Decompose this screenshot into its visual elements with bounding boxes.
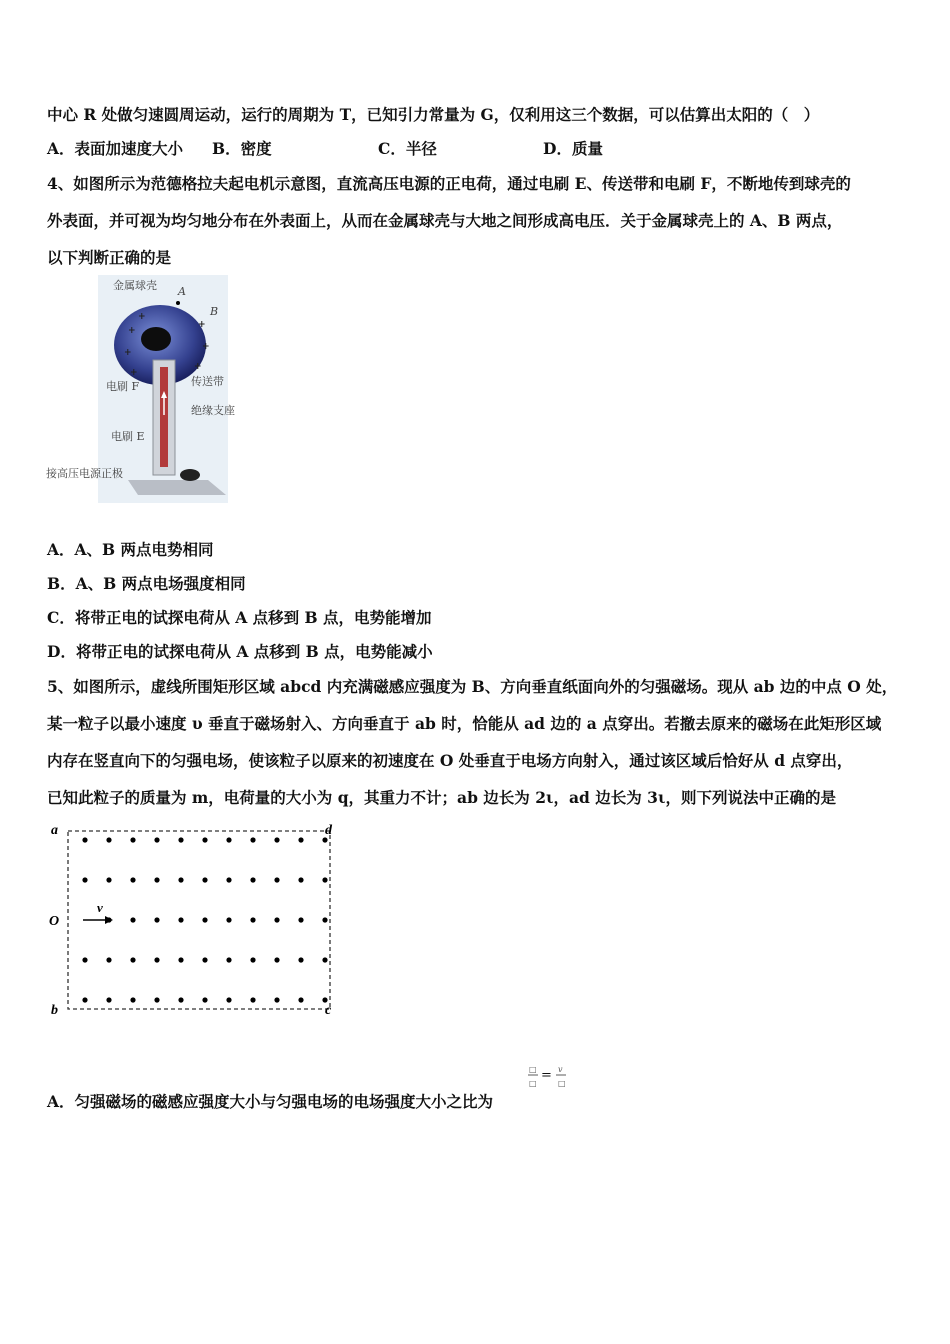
field-dot bbox=[274, 997, 279, 1002]
velocity-label: v bbox=[97, 900, 103, 915]
corner-b-label: b bbox=[51, 1003, 58, 1018]
svg-text:+: + bbox=[202, 342, 210, 352]
field-dot bbox=[106, 837, 111, 842]
corner-a-label: a bbox=[51, 823, 58, 838]
q3-option-d: D．质量 bbox=[543, 139, 603, 158]
origin-o-label: O bbox=[49, 914, 60, 929]
field-dot bbox=[274, 917, 279, 922]
van-de-graaff-figure bbox=[46, 275, 235, 503]
q3-option-c: C．半径 bbox=[378, 139, 437, 158]
q5-option-a: A．匀强磁场的磁感应强度大小与匀强电场的电场强度大小之比为 bbox=[47, 1092, 494, 1111]
field-dot bbox=[178, 997, 183, 1002]
field-dot bbox=[322, 957, 327, 962]
field-dot bbox=[274, 957, 279, 962]
frac-lhs-denominator: □ bbox=[529, 1079, 537, 1088]
field-dot bbox=[130, 837, 135, 842]
field-dot bbox=[130, 877, 135, 882]
field-dot bbox=[82, 837, 87, 842]
velocity-arrowhead bbox=[105, 916, 113, 924]
label-insulating-support: 绝缘支座 bbox=[191, 404, 235, 417]
field-dot bbox=[106, 877, 111, 882]
svg-text:+: + bbox=[138, 312, 146, 322]
field-dot bbox=[202, 957, 207, 962]
label-metal-shell: 金属球壳 bbox=[113, 279, 157, 292]
field-dot bbox=[130, 997, 135, 1002]
field-dot bbox=[82, 997, 87, 1002]
field-dot bbox=[154, 837, 159, 842]
q4-option-d: D．将带正电的试探电荷从 A 点移到 B 点，电势能减小 bbox=[47, 642, 433, 661]
q4-stem-line-2: 外表面，并可视为均匀地分布在外表面上，从而在金属球壳与大地之间形成高电压．关于金属球壳上的 A、B 两点， bbox=[47, 211, 843, 230]
field-dot bbox=[322, 837, 327, 842]
frac-lhs-numerator: □ bbox=[529, 1065, 537, 1074]
field-dot bbox=[274, 877, 279, 882]
q3-option-b: B．密度 bbox=[212, 139, 272, 158]
field-dot bbox=[322, 877, 327, 882]
field-dot bbox=[178, 837, 183, 842]
field-dot bbox=[250, 997, 255, 1002]
field-dot bbox=[250, 837, 255, 842]
magnetic-field-figure bbox=[45, 820, 345, 1020]
field-dot bbox=[178, 917, 183, 922]
field-dot bbox=[298, 957, 303, 962]
field-dot bbox=[130, 957, 135, 962]
ratio-fraction bbox=[527, 1062, 571, 1093]
label-belt: 传送带 bbox=[191, 375, 224, 388]
field-dot bbox=[154, 917, 159, 922]
label-point-a: A bbox=[178, 285, 186, 298]
svg-text:+: + bbox=[128, 326, 136, 336]
q3-option-a: A．表面加速度大小 bbox=[47, 139, 184, 158]
q4-option-b: B．A、B 两点电场强度相同 bbox=[47, 574, 246, 593]
field-dot bbox=[202, 877, 207, 882]
field-dot bbox=[154, 997, 159, 1002]
label-power-source: 接高压电源正极 bbox=[46, 467, 123, 480]
svg-text:+: + bbox=[198, 320, 206, 330]
field-dot bbox=[178, 957, 183, 962]
field-dot bbox=[274, 837, 279, 842]
svg-text:+: + bbox=[124, 348, 132, 358]
q3-stem-line: 中心 R 处做匀速圆周运动，运行的周期为 T，已知引力常量为 G，仅利用这三个数据，可以估算出太阳的（ ） bbox=[47, 105, 820, 124]
field-dot bbox=[106, 997, 111, 1002]
q5-stem-line-4: 已知此粒子的质量为 m，电荷量的大小为 q，其重力不计；ab 边长为 2ι，ad 边长为 3ι，则下列说法中正确的是 bbox=[47, 788, 836, 807]
q5-stem-line-2: 某一粒子以最小速度 υ 垂直于磁场射入、方向垂直于 ab 时，恰能从 ad 边的 a 点穿出。若撤去原来的磁场在此矩形区域 bbox=[47, 714, 882, 733]
field-dot bbox=[298, 877, 303, 882]
label-brush-f: 电刷 F bbox=[106, 380, 140, 393]
field-dot bbox=[298, 917, 303, 922]
field-dot bbox=[130, 917, 135, 922]
field-dot bbox=[154, 877, 159, 882]
corner-d-label: d bbox=[325, 823, 332, 838]
q4-stem-line-1: 4、如图所示为范德格拉夫起电机示意图，直流高压电源的正电荷，通过电刷 E、传送带和电刷 F，不断地传到球壳的 bbox=[47, 174, 851, 193]
field-dot bbox=[178, 877, 183, 882]
field-dot bbox=[226, 997, 231, 1002]
field-dot bbox=[226, 837, 231, 842]
label-point-b: B bbox=[210, 305, 219, 318]
ratio-fraction-drawing bbox=[527, 1062, 571, 1090]
field-dot bbox=[106, 957, 111, 962]
field-dot bbox=[226, 877, 231, 882]
label-brush-e: 电刷 E bbox=[111, 430, 145, 443]
field-dot bbox=[250, 877, 255, 882]
field-dot bbox=[250, 957, 255, 962]
field-dot bbox=[322, 917, 327, 922]
svg-text:+: + bbox=[130, 368, 138, 378]
svg-text:+: + bbox=[194, 362, 202, 372]
magnetic-field-drawing bbox=[45, 820, 345, 1020]
field-dot bbox=[226, 957, 231, 962]
frac-rhs-numerator: 𝑣 bbox=[558, 1065, 563, 1074]
field-dot bbox=[82, 957, 87, 962]
field-dot bbox=[82, 877, 87, 882]
field-dot bbox=[298, 837, 303, 842]
q4-stem-line-3: 以下判断正确的是 bbox=[47, 248, 172, 267]
field-dot bbox=[250, 917, 255, 922]
q4-option-c: C．将带正电的试探电荷从 A 点移到 B 点，电势能增加 bbox=[47, 608, 432, 627]
frac-equals: = bbox=[541, 1068, 552, 1083]
field-dot bbox=[202, 837, 207, 842]
q4-option-a: A．A、B 两点电势相同 bbox=[47, 540, 214, 559]
field-dot bbox=[202, 997, 207, 1002]
field-dot bbox=[298, 997, 303, 1002]
q5-stem-line-1: 5、如图所示，虚线所围矩形区域 abcd 内充满磁感应强度为 B、方向垂直纸面向外的匀强磁场。现从 ab 边的中点 O 处， bbox=[47, 677, 898, 696]
field-dot bbox=[202, 917, 207, 922]
field-dot bbox=[154, 957, 159, 962]
field-dot bbox=[226, 917, 231, 922]
corner-c-label: c bbox=[325, 1003, 332, 1018]
frac-rhs-denominator: □ bbox=[558, 1079, 566, 1088]
q5-stem-line-3: 内存在竖直向下的匀强电场，使该粒子以原来的初速度在 O 处垂直于电场方向射入，通过该区域后恰好从 d 点穿出， bbox=[47, 751, 853, 770]
field-dot bbox=[322, 997, 327, 1002]
